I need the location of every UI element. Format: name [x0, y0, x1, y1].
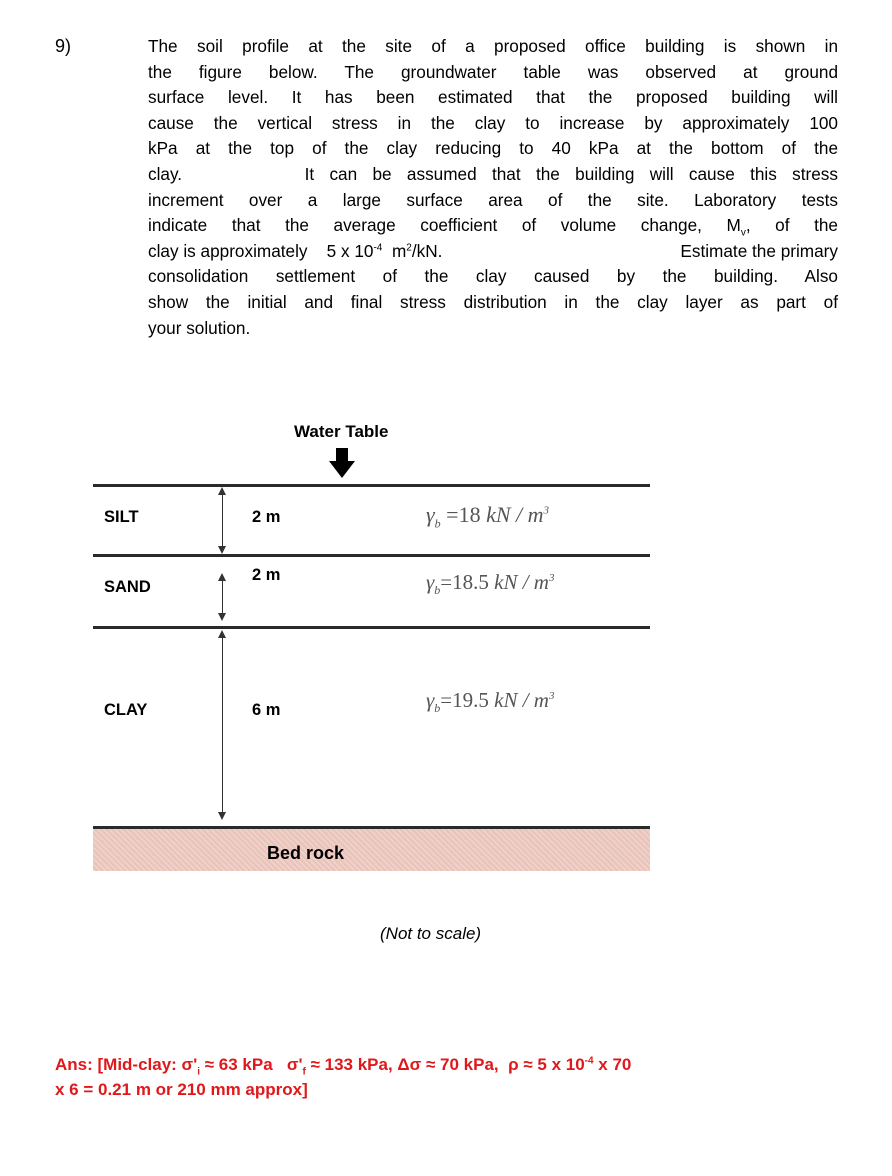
- silt-dim-line: [222, 492, 223, 548]
- answer-line-1: Ans: [Mid-clay: $\sigma'_i \approx 63$ kPa $\sigma'_f \approx 133$ kPa, Δσ ≈ 70 kPa, ρ ≈ 5 x $10^{-4}$ x 70: [55, 1055, 632, 1078]
- clay-bedrock-boundary: [93, 826, 650, 829]
- answer-text: [55, 1052, 855, 1102]
- question-line: surface level. It has been estimated that the proposed building will: [148, 87, 838, 108]
- layer-thickness-clay: 6 m: [252, 701, 281, 719]
- sand-dim-line: [222, 578, 223, 618]
- layer-thickness-sand: 2 m: [252, 566, 281, 584]
- unit-weight-clay: $\gamma_b=19.5$ kN / $m^3$: [426, 688, 555, 716]
- silt-sand-boundary: [93, 554, 650, 557]
- layer-name-clay: CLAY: [104, 701, 148, 719]
- scale-note: (Not to scale): [380, 924, 482, 943]
- question-line-value: clay is approximately 5 x $10^{-4}$ $m^2/kN$. Estimate the primary: [148, 240, 838, 261]
- sand-clay-boundary: [93, 626, 650, 629]
- question-text: [148, 34, 838, 341]
- question-number: 9): [55, 36, 72, 56]
- question-line: consolidation settlement of the clay caused by the building. Also: [148, 266, 838, 287]
- clay-dim-arrow-down: [218, 812, 226, 820]
- sand-dim-arrow-down: [218, 613, 226, 621]
- answer-line-2: x 6 = 0.21 m or 210 mm approx]: [55, 1080, 308, 1099]
- unit-weight-silt: $\gamma_b =18$ kN / $m^3$: [426, 502, 550, 531]
- question-line: the figure below. The groundwater table was observed at ground: [148, 61, 838, 82]
- ground-surface-line: [93, 484, 650, 487]
- question-line: clay. It can be assumed that the building will cause this stress: [148, 163, 838, 184]
- question-line: show the initial and final stress distribution in the clay layer as part of: [148, 291, 838, 312]
- layer-name-silt: SILT: [104, 508, 139, 526]
- question-line: increment over a large surface area of the site. Laboratory tests: [148, 189, 838, 210]
- question-line: cause the vertical stress in the clay to increase by approximately 100: [148, 112, 838, 133]
- down-arrow-icon: [329, 448, 355, 478]
- unit-weight-sand: $\gamma_b=18.5$ kN / $m^3$: [426, 570, 555, 598]
- question-line-mv: indicate that the average coefficient of volume change, $M_v$, of the: [148, 215, 838, 239]
- layer-name-sand: SAND: [104, 578, 151, 596]
- bedrock-hatch: [93, 828, 650, 871]
- layer-thickness-silt: 2 m: [252, 508, 281, 526]
- question-line: The soil profile at the site of a proposed office building is shown in: [148, 36, 838, 56]
- bedrock-label: Bed rock: [267, 843, 345, 863]
- question-line: your solution.: [148, 317, 251, 338]
- clay-dim-line: [222, 636, 223, 814]
- silt-dim-arrow-down: [218, 546, 226, 554]
- water-table-label: Water Table: [294, 422, 389, 441]
- question-line: kPa at the top of the clay reducing to 40 kPa at the bottom of the: [148, 138, 838, 159]
- mv-subscript: v: [740, 227, 746, 239]
